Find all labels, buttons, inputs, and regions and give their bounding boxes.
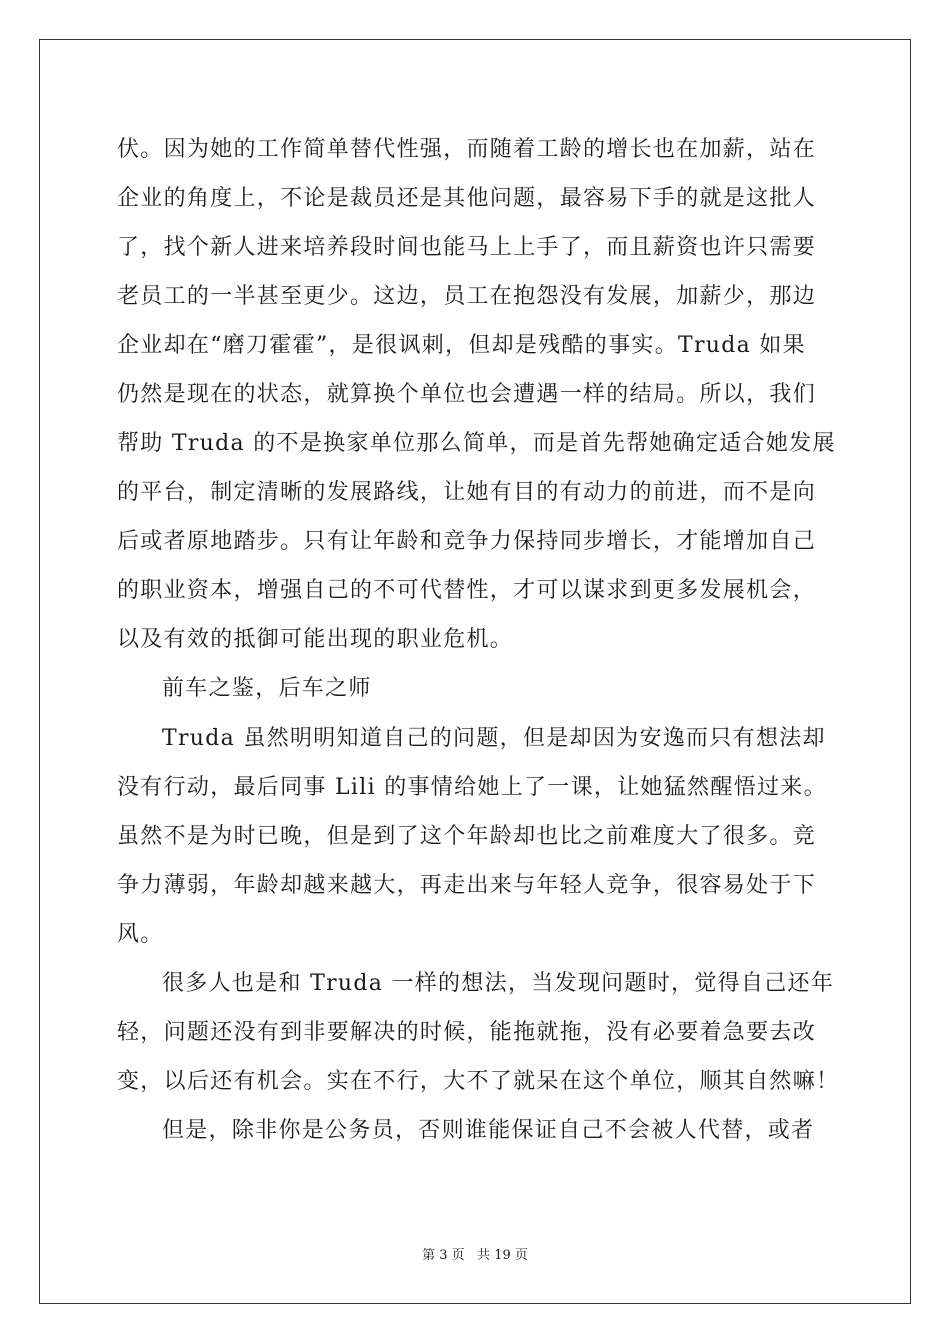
text-line: 很多人也是和 Truda 一样的想法，当发现问题时，觉得自己还年 [162, 971, 835, 996]
text-line: 了，找个新人进来培养段时间也能马上上手了，而且薪资也许只需要 [117, 235, 817, 260]
page-number: 第 3 页 共 19 页 [422, 1248, 528, 1263]
text-line: Truda 虽然明明知道自己的问题，但是却因为安逸而只有想法却 [162, 726, 826, 751]
text-line: 帮助 Truda 的不是换家单位那么简单，而是首先帮她确定适合她发展 [117, 431, 836, 456]
text-line: 但是，除非你是公务员，否则谁能保证自己不会被人代替，或者 [162, 1118, 815, 1143]
text-line: 企业却在“磨刀霍霍”，是很讽刺，但却是残酷的事实。Truda 如果 [117, 333, 806, 358]
text-line: 的职业资本，增强自己的不可代替性，才可以谋求到更多发展机会， [117, 578, 817, 603]
page-border [39, 39, 911, 1304]
text-line: 后或者原地踏步。只有让年龄和竞争力保持同步增长，才能增加自己 [117, 529, 817, 554]
text-line: 以及有效的抵御可能出现的职业危机。 [117, 627, 514, 652]
text-line: 轻，问题还没有到非要解决的时候，能拖就拖，没有必要着急要去改 [117, 1020, 817, 1045]
text-line: 争力薄弱，年龄却越来越大，再走出来与年轻人竞争，很容易处于下 [117, 873, 817, 898]
section-heading: 前车之鉴，后车之师 [162, 676, 372, 701]
text-line: 变，以后还有机会。实在不行，大不了就呆在这个单位，顺其自然嘛！ [117, 1069, 840, 1094]
text-line: 风。 [117, 922, 164, 947]
text-line: 的平台，制定清晰的发展路线，让她有目的有动力的前进，而不是向 [117, 480, 817, 505]
text-line: 没有行动，最后同事 Lili 的事情给她上了一课，让她猛然醒悟过来。 [117, 775, 827, 800]
text-line: 虽然不是为时已晚，但是到了这个年龄却也比之前难度大了很多。竞 [117, 824, 817, 849]
text-line: 仍然是现在的状态，就算换个单位也会遭遇一样的结局。所以，我们 [117, 382, 817, 407]
text-line: 伏。因为她的工作简单替代性强，而随着工龄的增长也在加薪，站在 [117, 137, 817, 162]
text-line: 企业的角度上，不论是裁员还是其他问题，最容易下手的就是这批人 [117, 186, 817, 211]
text-line: 老员工的一半甚至更少。这边，员工在抱怨没有发展，加薪少，那边 [117, 284, 817, 309]
